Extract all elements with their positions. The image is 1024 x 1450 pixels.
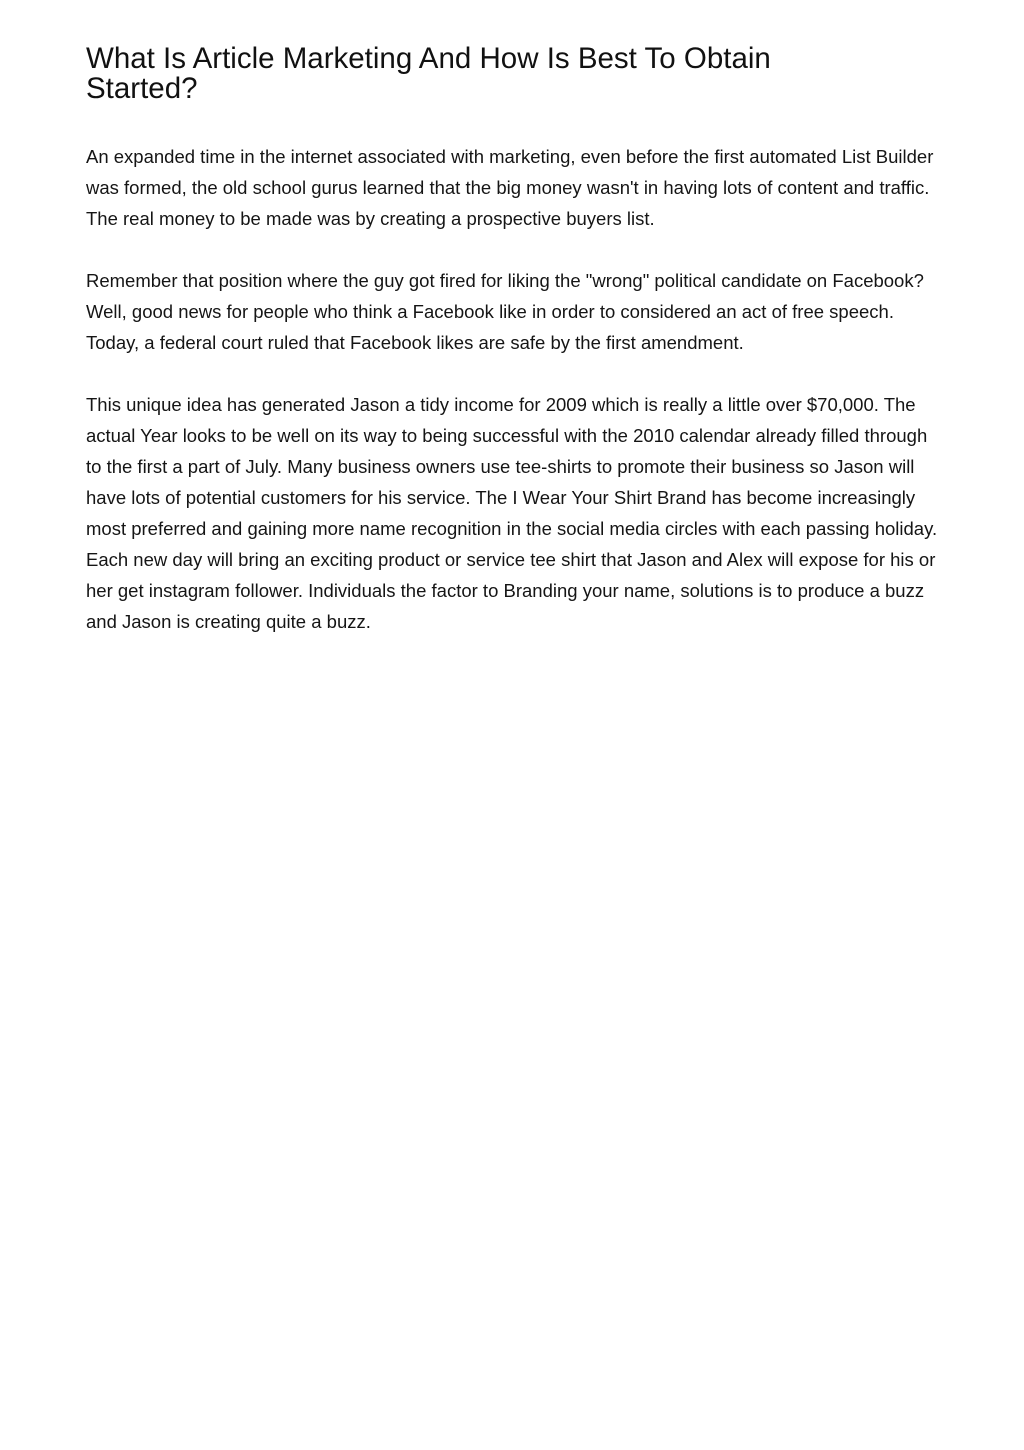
document-title: What Is Article Marketing And How Is Best To Obtain Started? [86,42,771,105]
paragraph-1: An expanded time in the internet associated with marketing, even before the first automated List Builder was formed, the old school gurus learned that the big money wasn't in having lots of content and traffic. The real money to be made was by creating a prospective buyers list. [86,146,934,229]
paragraph-3: This unique idea has generated Jason a tidy income for 2009 which is really a little over $70,000. The actual Year looks to be well on its way to being successful with the 2010 calendar already filled through to the first a part of July. Many business owners use tee-shirts to promote their business so Jason will have lots of potential customers for his service. The I Wear Your Shirt Brand has become increasingly most preferred and gaining more name recognition in the social media circles with each passing holiday. Each new day will bring an exciting product or service tee shirt that Jason and Alex will expose for his or her get instagram follower. Individuals the factor to Branding your name, solutions is to produce a buzz and Jason is creating quite a buzz. [86,394,938,632]
document-page [86,44,946,668]
paragraph-2: Remember that position where the guy got fired for liking the "wrong" political candidate on Facebook? Well, good news for people who think a Facebook like in order to considered an act of free speech. Today, a federal court ruled that Facebook likes are safe by the first amendment. [86,270,924,353]
document-body [86,141,946,637]
